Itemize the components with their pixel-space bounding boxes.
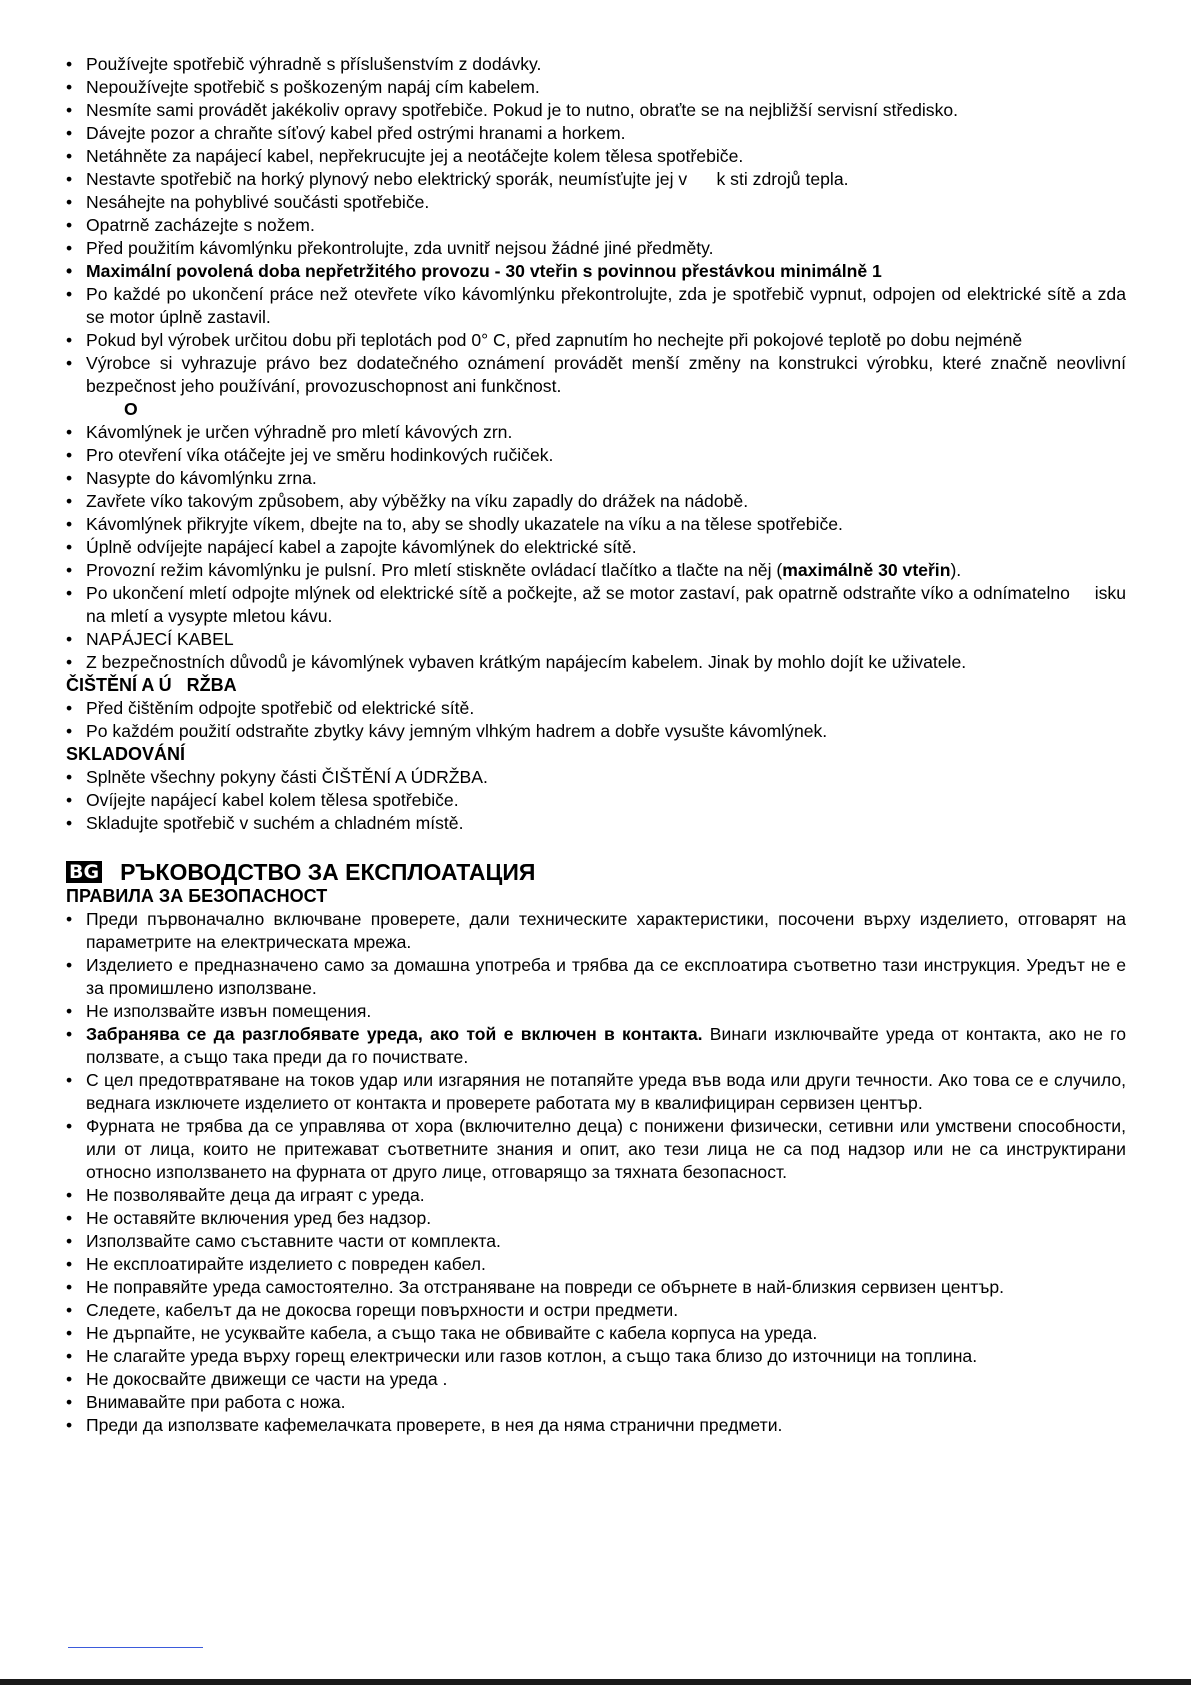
list-item: • Nestavte spotřebič na horký plynový nebo elektrický sporák, neumísťujte jej v k sti zdrojů tepla. [66,168,1126,191]
list-item: • Nasypte do kávomlýnku zrna. [66,467,1126,490]
cz-safety-list [66,53,1126,398]
list-item: • NAPÁJECÍ KABEL [66,628,1126,651]
storage-list [66,766,1126,835]
list-item: • Не позволявайте деца да играят с уреда. [66,1184,1126,1207]
list-item: • Kávomlýnek přikryjte víkem, dbejte na to, aby se shodly ukazatele na víku a na tělese spotřebiče. [66,513,1126,536]
cleaning-heading: ČIŠTĚNÍ A Ú RŽBA [66,675,237,695]
list-item: • Skladujte spotřebič v suchém a chladném místě. [66,812,1126,835]
list-item: • Po každém použití odstraňte zbytky kávy jemným vlhkým hadrem a dobře vysušte kávomlýnek. [66,720,1126,743]
list-item: • Не поправяйте уреда самостоятелно. За отстраняване на повреди се обърнете в най-близкия сервизен център. [66,1276,1126,1299]
list-item: • Преди първоначално включване проверете, дали техническите характеристики, посочени върху изделието, отговарят на параметрите на електрическата мрежа. [66,908,1126,954]
list-item: • Внимавайте при работа с ножа. [66,1391,1126,1414]
list-item: • Pro otevření víka otáčejte jej ve směru hodinkových ručiček. [66,444,1126,467]
list-item: • Преди да използвате кафемелачката проверете, в нея да няма странични предмети. [66,1414,1126,1437]
document-page [66,53,1131,1437]
list-item: • Използвайте само съставните части от комплекта. [66,1230,1126,1253]
list-item: • Не дърпайте, не усуквайте кабела, а също така не обвивайте с кабела корпуса на уреда. [66,1322,1126,1345]
list-item: • Nesmíte sami provádět jakékoliv opravy spotřebiče. Pokud je to nutno, obraťte se na nejbližší servisní středisko. [66,99,1126,122]
list-item: • Фурната не трябва да се управлява от хора (включително деца) с понижени физически, сетивни или умствени способности, или от лица, които не притежават съответните знания и опит, ако тези лица не са под надзор или не са инструктирани относно използването на фурната от друго лице, отговарящо за тяхната безопасност. [66,1115,1126,1184]
bg-heading: РЪКОВОДСТВО ЗА ЕКСПЛОАТАЦИЯ [120,858,536,885]
cz-usage-list [66,421,1131,674]
list-item: • С цел предотвратяване на токов удар или изгаряния не потапяйте уреда във вода или други течности. Ако това се е случило, веднага изключете изделието от контакта и проверете работата му в квалифициран сервизен център. [66,1069,1126,1115]
bg-section-title [66,859,1126,885]
list-item: • Splněte všechny pokyny části ČIŠTĚNÍ A ÚDRŽBA. [66,766,1126,789]
list-item: • Изделието е предназначено само за домашна употреба и трябва да се експлоатира съответно тази инструкция. Уредът не е за промишлено използване. [66,954,1126,1000]
list-item: • Výrobce si vyhrazuje právo bez dodatečného oznámení provádět menší změny na konstrukci výrobku, které značně neovlivní bezpečnost jeho používání, provozuschopnost ani funkčnost. [66,352,1126,398]
list-item: • Netáhněte za napájecí kabel, nepřekrucujte jej a neotáčejte kolem tělesa spotřebiče. [66,145,1126,168]
list-item: • Po ukončení mletí odpojte mlýnek od elektrické sítě a počkejte, až se motor zastaví, pak opatrně odstraňte víko a odnímatelno isku na mletí a vysypte mletou kávu. [66,582,1126,628]
list-item: • Používejte spotřebič výhradně s příslušenstvím z dodávky. [66,53,1126,76]
list-item: • Nepoužívejte spotřebič s poškozeným napáj cím kabelem. [66,76,1126,99]
list-item: • Не оставяйте включения уред без надзор. [66,1207,1126,1230]
storage-heading: SKLADOVÁNÍ [66,744,186,764]
pulse-end: ). [950,560,962,580]
footnote-separator [68,1647,203,1648]
list-item: • Úplně odvíjejte napájecí kabel a zapojte kávomlýnek do elektrické sítě. [66,536,1126,559]
language-badge: BG [66,861,102,883]
list-item: • Не използвайте извън помещения. [66,1000,1126,1023]
list-item-pulse [66,559,1126,582]
list-item-bold-lead [66,1023,1126,1069]
page-bottom-border [0,1679,1191,1685]
bold-lead: Забранява се да разглобявате уреда, ако той е включен в контакта. [86,1024,703,1044]
pulse-bold: maximálně 30 vteřin [782,560,951,580]
list-item: • Zavřete víko takovým způsobem, aby výběžky na víku zapadly do drážek na nádobě. [66,490,1126,513]
list-item: • Po každé po ukončení práce než otevřete víko kávomlýnku překontrolujte, zda je spotřebič vypnut, odpojen od elektrické sítě a zda se motor úplně zastavil. [66,283,1126,329]
list-item: • Pokud byl výrobek určitou dobu při teplotách pod 0° C, před zapnutím ho nechejte při pokojové teplotě po dobu nejméně [66,329,1126,352]
cleaning-list [66,697,1126,743]
list-item: • Z bezpečnostních důvodů je kávomlýnek vybaven krátkým napájecím kabelem. Jinak by mohlo dojít ke uživatele. [66,651,1126,674]
list-item: • Следете, кабелът да не докосва горещи повърхности и остри предмети. [66,1299,1126,1322]
list-item: • Не експлоатирайте изделието с повреден кабел. [66,1253,1126,1276]
list-item: • Не слагайте уреда върху горещ електрически или газов котлон, а също така близо до източници на топлина. [66,1345,1126,1368]
list-item: • Opatrně zacházejte s nožem. [66,214,1126,237]
list-item: • Nesáhejte na pohyblivé součásti spotřebiče. [66,191,1126,214]
pulse-text: Provozní režim kávomlýnku je pulsní. Pro mletí stiskněte ovládací tlačítko a tlačte na něj ( [86,560,783,580]
bg-safety-list [66,908,1126,1437]
orphan-letter: O [124,399,138,419]
bg-rules-heading: ПРАВИЛА ЗА БЕЗОПАСНОСТ [66,886,328,906]
list-item-bold: • Maximální povolená doba nepřetržitého provozu - 30 vteřin s povinnou přestávkou minimálně 1 [66,260,1126,283]
list-item: • Не докосвайте движещи се части на уреда . [66,1368,1126,1391]
list-item: • Před použitím kávomlýnku překontrolujte, zda uvnitř nejsou žádné jiné předměty. [66,237,1126,260]
list-item: • Kávomlýnek je určen výhradně pro mletí kávových zrn. [66,421,1126,444]
list-item: • Ovíjejte napájecí kabel kolem tělesa spotřebiče. [66,789,1126,812]
list-item: • Dávejte pozor a chraňte síťový kabel před ostrými hranami a horkem. [66,122,1126,145]
list-item: • Před čištěním odpojte spotřebič od elektrické sítě. [66,697,1126,720]
bold-rest: Винаги изключвайте уреда от контакта, ако не го ползвате, а също така преди да го почиствате. [86,1024,1126,1067]
